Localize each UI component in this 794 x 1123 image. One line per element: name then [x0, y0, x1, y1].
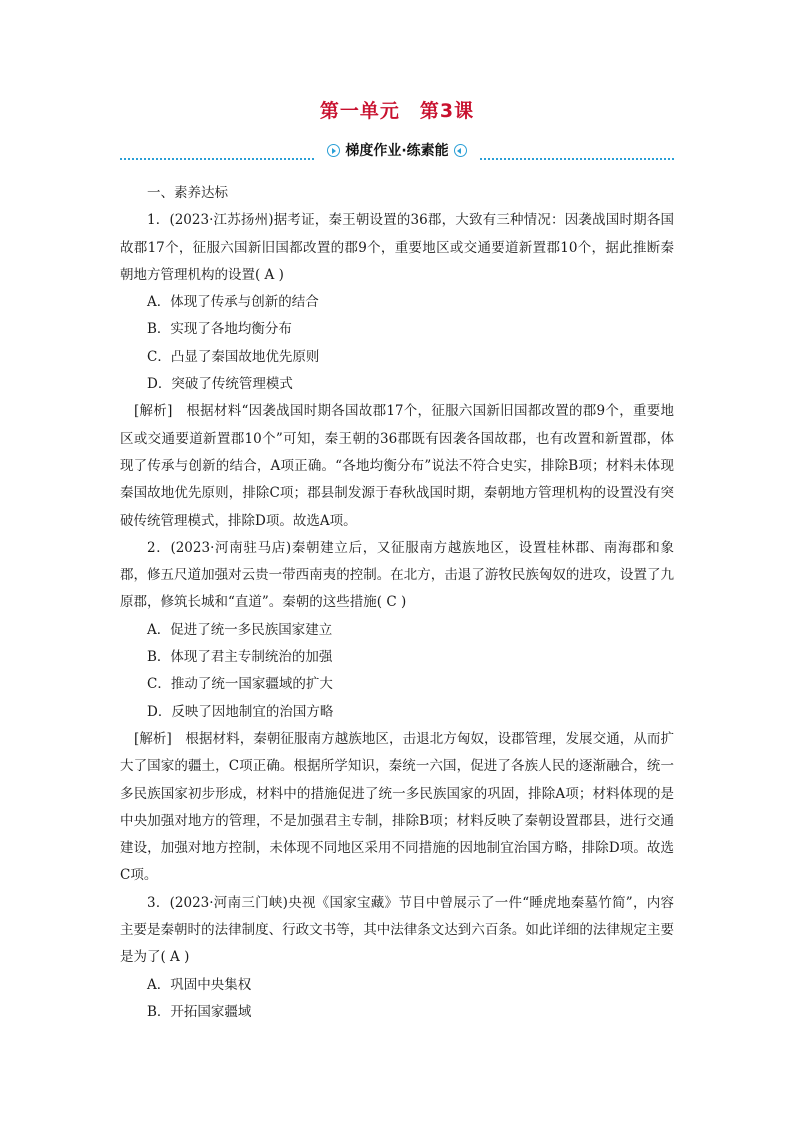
question-3-option-b: B．开拓国家疆域 [147, 1003, 252, 1020]
banner-label-box [316, 141, 477, 161]
question-1-analysis: [解析] 根据材料“因袭战国时期各国故郡17个，征服六国新旧国都改置的郡9个，重要地区或交通要道新置郡10个”可知，秦王朝的36郡既有因袭各国故郡，也有改置和新置郡，体现了传承与创新的结合，A项正确。“各地均衡分布”说法不符合史实，排除B项；材料未体现秦国故地优先原则，排除C项；郡县制发源于春秋战国时期，秦朝地方管理机构的设置没有突破传统管理模式，排除D项。故选A项。 [120, 403, 674, 529]
question-1-option-c: C．凸显了秦国故地优先原则 [147, 348, 320, 365]
question-2-option-a: A．促进了统一多民族国家建立 [147, 621, 333, 638]
question-1-stem: 1．(2023·江苏扬州)据考证，秦王朝设置的36郡，大致有三种情况：因袭战国时期各国故郡17个，征服六国新旧国都改置的郡9个，重要地区或交通要道新置郡10个，据此推断秦朝地方管理机构的设置( A ) [120, 212, 674, 283]
arrow-right-icon [327, 144, 340, 157]
document-body [120, 180, 674, 1026]
page-title: 第一单元 第3课 [319, 100, 475, 122]
question-2-option-d: D．反映了因地制宜的治国方略 [147, 703, 334, 720]
question-1-option-a: A．体现了传承与创新的结合 [147, 294, 319, 311]
question-1-option-d: D．突破了传统管理模式 [147, 376, 293, 393]
question-2-option-c: C．推动了统一国家疆域的扩大 [147, 676, 333, 693]
banner-label: 梯度作业·练素能 [345, 143, 449, 159]
arrow-left-icon [454, 144, 467, 157]
question-3-option-a: A．巩固中央集权 [147, 976, 252, 993]
question-2-analysis: [解析] 根据材料，秦朝征服南方越族地区，击退北方匈奴，设郡管理，发展交通，从而扩大了国家的疆土，C项正确。根据所学知识，秦统一六国，促进了各族人民的逐渐融合，统一多民族国家初步形成，材料中的措施促进了统一多民族国家的巩固，排除A项；材料体现的是中央加强对地方的管理，不是加强君主专制，排除B项；材料反映了秦朝设置郡县，进行交通建设，加强对地方控制，未体现不同地区采用不同措施的因地制宜治国方略，排除D项。故选C项。 [120, 730, 674, 884]
question-2-stem: 2．(2023·河南驻马店)秦朝建立后，又征服南方越族地区，设置桂林郡、南海郡和象郡，修五尺道加强对云贵一带西南夷的控制。在北方，击退了游牧民族匈奴的进攻，设置了九原郡，修筑长城和“直道”。秦朝的这些措施( C ) [120, 539, 674, 611]
section-heading: 一、素养达标 [147, 185, 228, 201]
question-1-option-b: B．实现了各地均衡分布 [147, 321, 292, 338]
question-2-option-b: B．体现了君主专制统治的加强 [147, 649, 333, 666]
section-banner [120, 140, 674, 162]
question-3-stem: 3．(2023·河南三门峡)央视《国家宝藏》节目中曾展示了一件“睡虎地秦墓竹简”，内容主要是秦朝时的法律制度、行政文书等，其中法律条文达到六百条。如此详细的法律规定主要是为了( A ) [120, 894, 674, 966]
